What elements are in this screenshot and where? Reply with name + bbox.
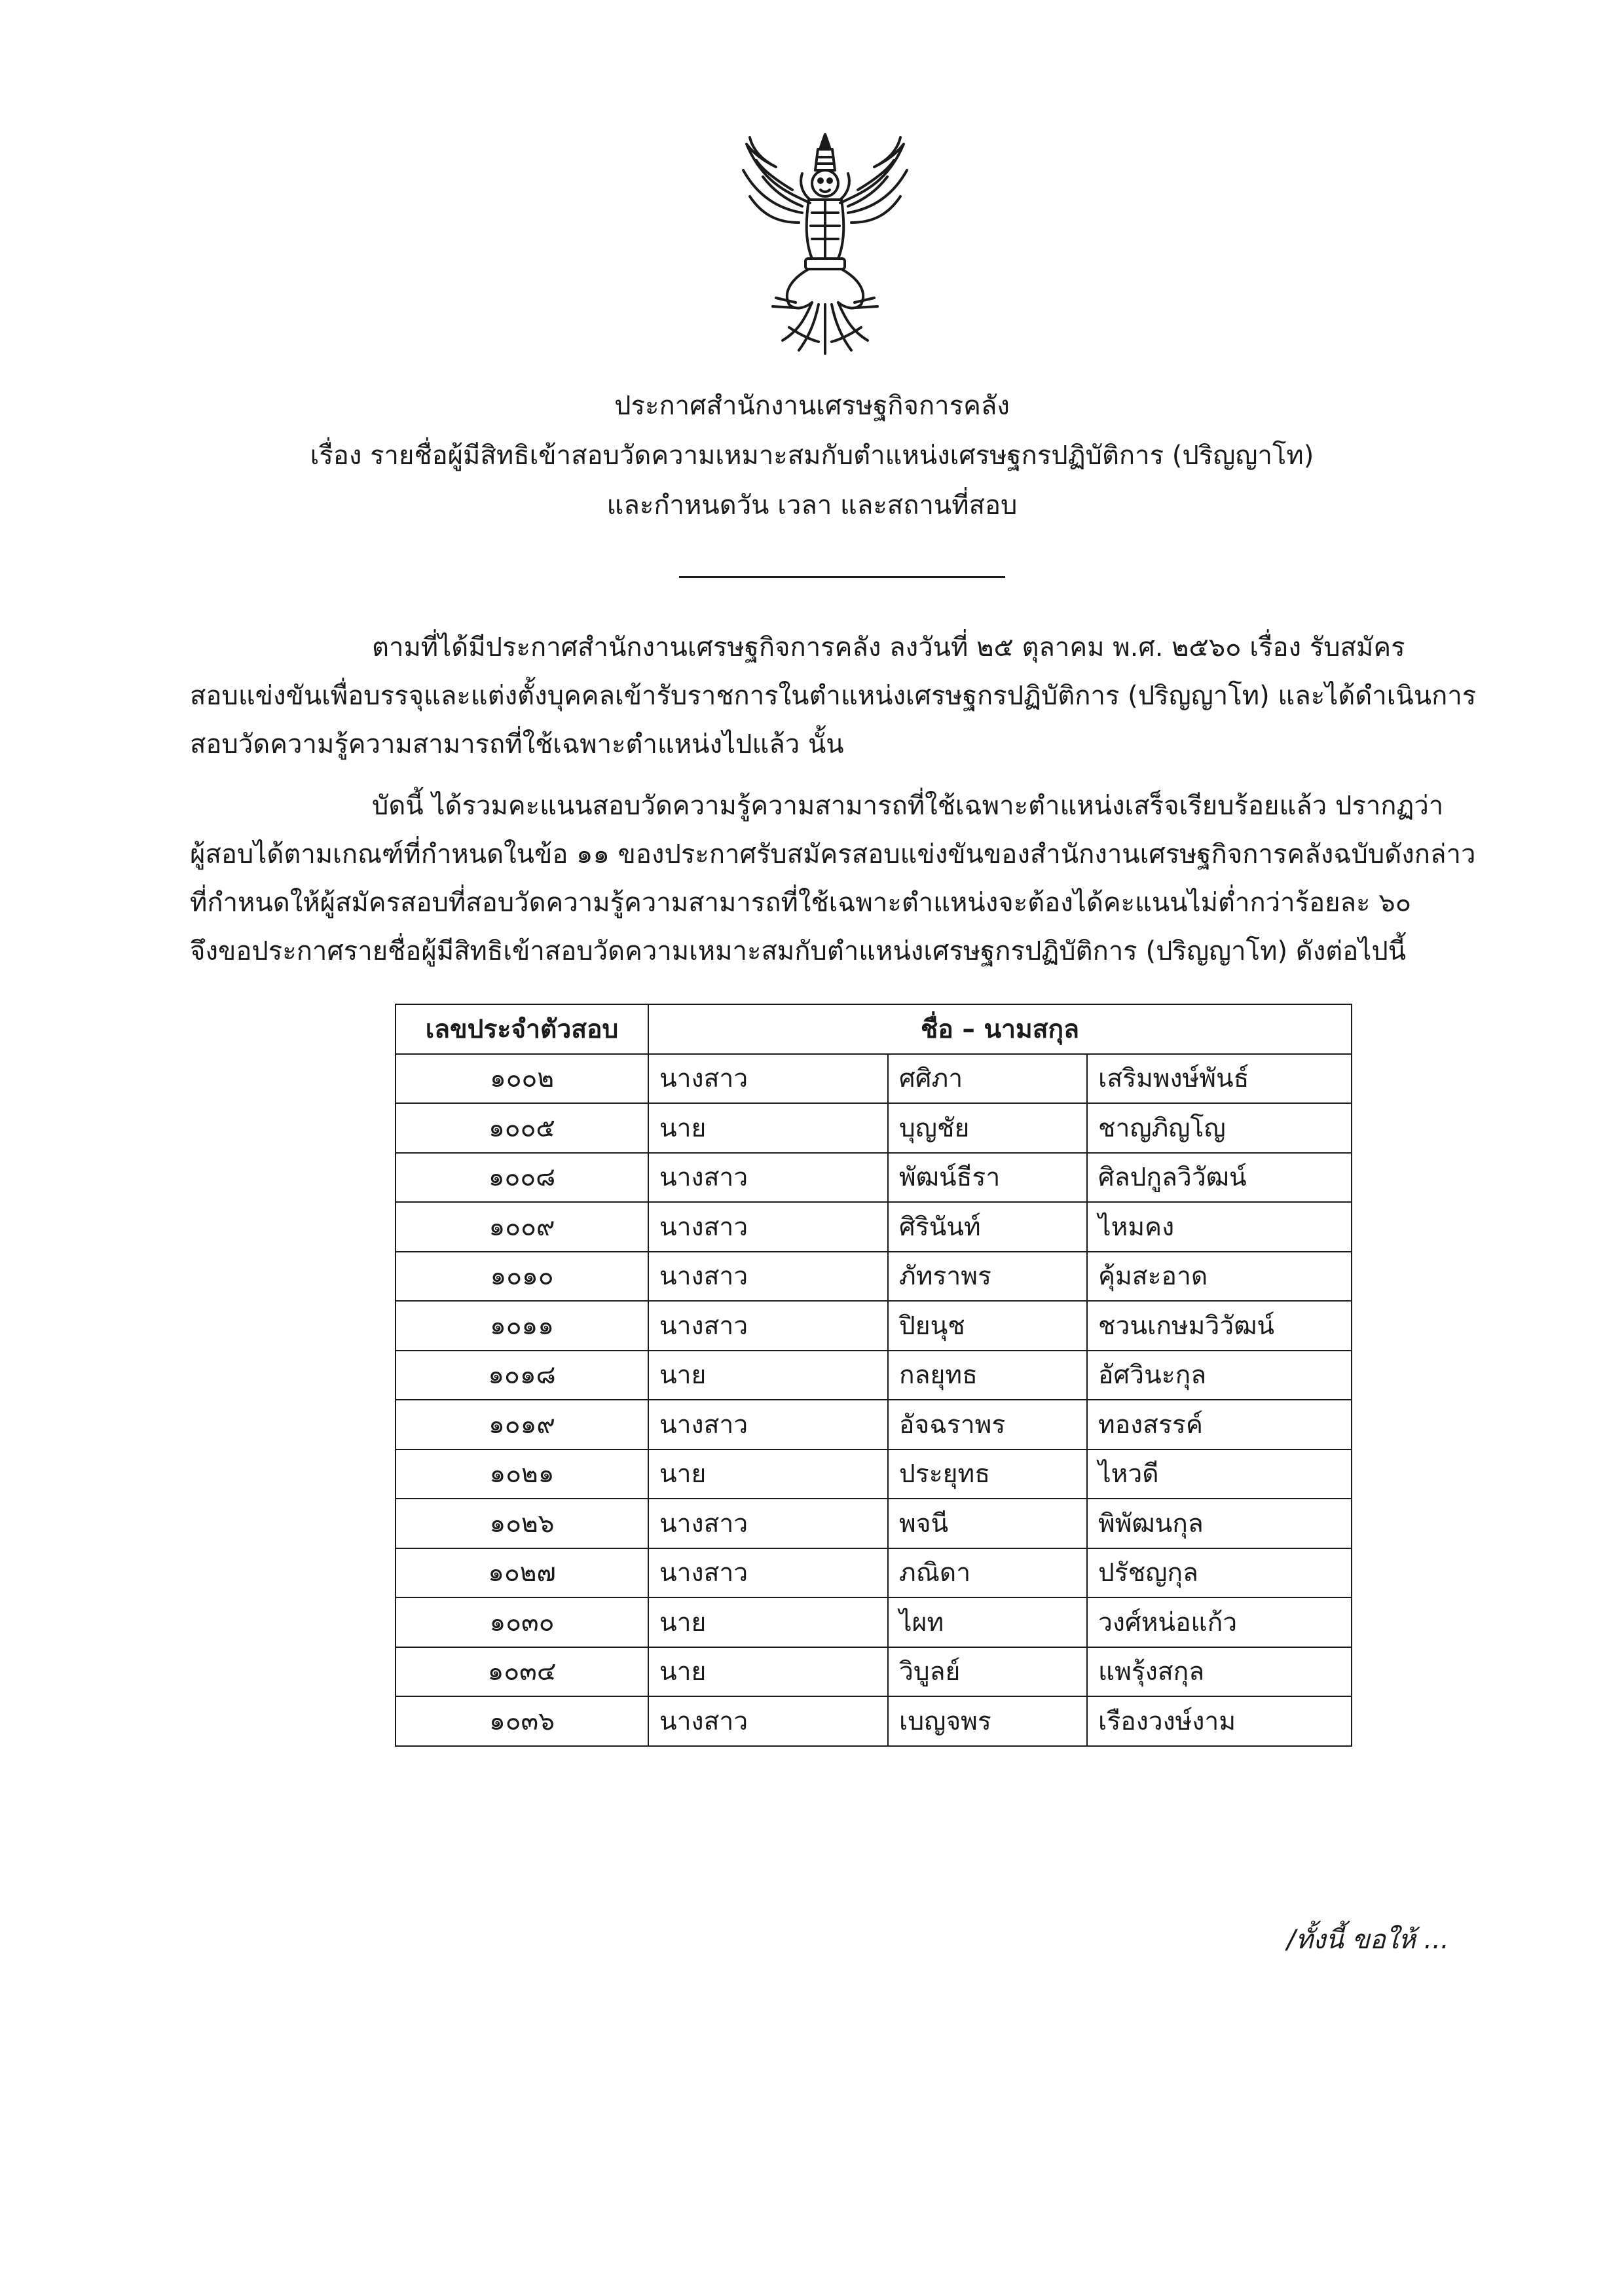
cell-title: นางสาว bbox=[648, 1696, 888, 1746]
cell-first-name: ภัทราพร bbox=[888, 1252, 1087, 1302]
table-row bbox=[396, 1499, 1352, 1548]
cell-title: นางสาว bbox=[648, 1202, 888, 1252]
table-row bbox=[396, 1351, 1352, 1400]
cell-title: นาย bbox=[648, 1647, 888, 1697]
table-row bbox=[396, 1054, 1352, 1104]
cell-exam-id: ๑๐๓๔ bbox=[396, 1647, 648, 1697]
candidate-table bbox=[395, 1004, 1352, 1747]
cell-last-name: ชวนเกษมวิวัฒน์ bbox=[1087, 1301, 1352, 1351]
cell-last-name: ไหวดี bbox=[1087, 1449, 1352, 1499]
cell-exam-id: ๑๐๐๕ bbox=[396, 1103, 648, 1153]
cell-last-name: ศิลปกูลวิวัฒน์ bbox=[1087, 1153, 1352, 1203]
cell-first-name: วิบูลย์ bbox=[888, 1647, 1087, 1697]
table-header-row bbox=[396, 1004, 1352, 1054]
cell-exam-id: ๑๐๑๐ bbox=[396, 1252, 648, 1302]
cell-last-name: พิพัฒนกุล bbox=[1087, 1499, 1352, 1548]
cell-last-name: ปรัชญกุล bbox=[1087, 1548, 1352, 1598]
cell-exam-id: ๑๐๑๙ bbox=[396, 1400, 648, 1449]
cell-exam-id: ๑๐๓๖ bbox=[396, 1696, 648, 1746]
paragraph-line: ผู้สอบได้ตามเกณฑ์ที่กำหนดในข้อ ๑๑ ของประกาศรับสมัครสอบแข่งขันของสำนักงานเศรษฐกิจการคลังฉบับดังกล่าว bbox=[190, 839, 1476, 869]
cell-title: นางสาว bbox=[648, 1153, 888, 1203]
cell-exam-id: ๑๐๐๘ bbox=[396, 1153, 648, 1203]
cell-exam-id: ๑๐๒๑ bbox=[396, 1449, 648, 1499]
cell-first-name: เบญจพร bbox=[888, 1696, 1087, 1746]
cell-last-name: อัศวินะกุล bbox=[1087, 1351, 1352, 1400]
garuda-emblem-icon bbox=[737, 131, 913, 357]
column-header-full-name: ชื่อ – นามสกุล bbox=[648, 1004, 1352, 1054]
cell-title: นางสาว bbox=[648, 1548, 888, 1598]
cell-last-name: คุ้มสะอาด bbox=[1087, 1252, 1352, 1302]
table-row bbox=[396, 1301, 1352, 1351]
paragraph-line: ที่กำหนดให้ผู้สมัครสอบที่สอบวัดความรู้ความสามารถที่ใช้เฉพาะตำแหน่งจะต้องได้คะแนนไม่ต่ำกว่าร้อยละ ๖๐ bbox=[190, 888, 1412, 918]
cell-exam-id: ๑๐๐๒ bbox=[396, 1054, 648, 1104]
cell-title: นางสาว bbox=[648, 1054, 888, 1104]
cell-first-name: บุญชัย bbox=[888, 1103, 1087, 1153]
column-header-exam-id: เลขประจำตัวสอบ bbox=[396, 1004, 648, 1054]
cell-first-name: ปิยนุช bbox=[888, 1301, 1087, 1351]
cell-title: นางสาว bbox=[648, 1400, 888, 1449]
cell-last-name: เรืองวงษ์งาม bbox=[1087, 1696, 1352, 1746]
cell-first-name: ศศิภา bbox=[888, 1054, 1087, 1104]
cell-exam-id: ๑๐๒๗ bbox=[396, 1548, 648, 1598]
cell-first-name: พจนี bbox=[888, 1499, 1087, 1548]
table-row bbox=[396, 1548, 1352, 1598]
cell-title: นางสาว bbox=[648, 1301, 888, 1351]
cell-last-name: ชาญภิญโญ bbox=[1087, 1103, 1352, 1153]
cell-first-name: อัจฉราพร bbox=[888, 1400, 1087, 1449]
paragraph-line: ตามที่ได้มีประกาศสำนักงานเศรษฐกิจการคลัง ลงวันที่ ๒๕ ตุลาคม พ.ศ. ๒๕๖๐ เรื่อง รับสมัคร bbox=[372, 632, 1405, 663]
paragraph-line: บัดนี้ ได้รวมคะแนนสอบวัดความรู้ความสามารถที่ใช้เฉพาะตำแหน่งเสร็จเรียบร้อยแล้ว ปรากฏว่า bbox=[372, 791, 1444, 821]
cell-title: นาย bbox=[648, 1103, 888, 1153]
announcement-title: ประกาศสำนักงานเศรษฐกิจการคลัง bbox=[614, 391, 1010, 421]
table-row bbox=[396, 1696, 1352, 1746]
table-row bbox=[396, 1153, 1352, 1203]
paragraph-line: สอบแข่งขันเพื่อบรรจุและแต่งตั้งบุคคลเข้ารับราชการในตำแหน่งเศรษฐกรปฏิบัติการ (ปริญญาโท) และได้ดำเนินการ bbox=[190, 681, 1477, 711]
table-row bbox=[396, 1202, 1352, 1252]
table-row bbox=[396, 1449, 1352, 1499]
cell-first-name: ประยุทธ bbox=[888, 1449, 1087, 1499]
paragraph-line: จึงขอประกาศรายชื่อผู้มีสิทธิเข้าสอบวัดความเหมาะสมกับตำแหน่งเศรษฐกรปฏิบัติการ (ปริญญาโท) ดังต่อไปนี้ bbox=[190, 936, 1407, 966]
cell-first-name: ภณิดา bbox=[888, 1548, 1087, 1598]
cell-title: นาย bbox=[648, 1597, 888, 1647]
cell-first-name: ไผท bbox=[888, 1597, 1087, 1647]
cell-first-name: กลยุทธ bbox=[888, 1351, 1087, 1400]
cell-title: นางสาว bbox=[648, 1252, 888, 1302]
cell-exam-id: ๑๐๐๙ bbox=[396, 1202, 648, 1252]
table-row bbox=[396, 1400, 1352, 1449]
cell-last-name: ไหมคง bbox=[1087, 1202, 1352, 1252]
paragraph-1 bbox=[190, 623, 1496, 769]
cell-exam-id: ๑๐๑๘ bbox=[396, 1351, 648, 1400]
announcement-subject-cont: และกำหนดวัน เวลา และสถานที่สอบ bbox=[606, 490, 1018, 520]
paragraph-line: สอบวัดความรู้ความสามารถที่ใช้เฉพาะตำแหน่งไปแล้ว นั้น bbox=[190, 729, 844, 759]
cell-title: นาย bbox=[648, 1351, 888, 1400]
cell-title: นาย bbox=[648, 1449, 888, 1499]
paragraph-2 bbox=[190, 782, 1496, 975]
cell-last-name: วงศ์หน่อแก้ว bbox=[1087, 1597, 1352, 1647]
continuation-note: /ทั้งนี้ ขอให้ ... bbox=[1287, 1925, 1449, 1955]
table-row bbox=[396, 1647, 1352, 1697]
cell-exam-id: ๑๐๓๐ bbox=[396, 1597, 648, 1647]
cell-title: นางสาว bbox=[648, 1499, 888, 1548]
title-divider bbox=[679, 576, 1005, 578]
table-row bbox=[396, 1252, 1352, 1302]
cell-exam-id: ๑๐๒๖ bbox=[396, 1499, 648, 1548]
cell-first-name: ศิรินันท์ bbox=[888, 1202, 1087, 1252]
table-row bbox=[396, 1103, 1352, 1153]
cell-first-name: พัฒน์ธีรา bbox=[888, 1153, 1087, 1203]
cell-last-name: เสริมพงษ์พันธ์ bbox=[1087, 1054, 1352, 1104]
table-row bbox=[396, 1597, 1352, 1647]
announcement-subject: เรื่อง รายชื่อผู้มีสิทธิเข้าสอบวัดความเหมาะสมกับตำแหน่งเศรษฐกรปฏิบัติการ (ปริญญาโท) bbox=[310, 441, 1314, 471]
cell-exam-id: ๑๐๑๑ bbox=[396, 1301, 648, 1351]
cell-last-name: ทองสรรค์ bbox=[1087, 1400, 1352, 1449]
cell-last-name: แพรุ้งสกุล bbox=[1087, 1647, 1352, 1697]
